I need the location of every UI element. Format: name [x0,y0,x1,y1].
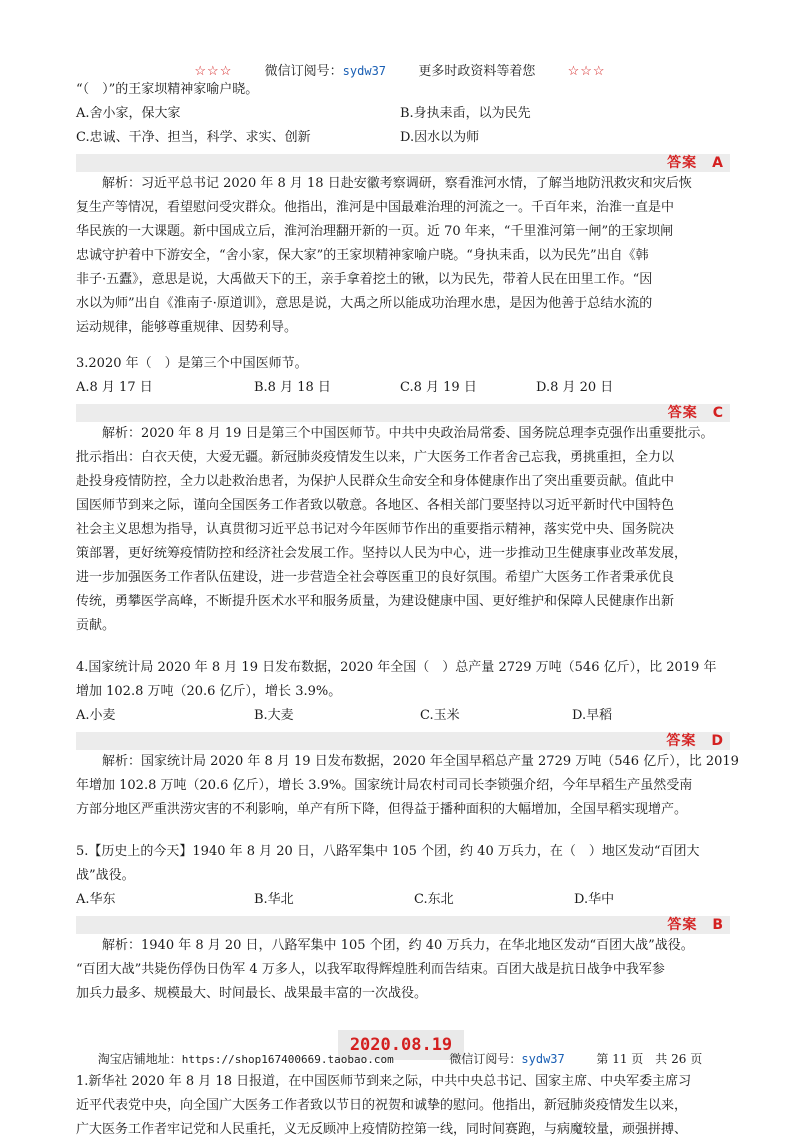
q5-option-a: A.华东 [76,892,116,907]
q3-option-b: B.8 月 18 日 [254,380,331,395]
q5-option-c: C.东北 [414,892,454,907]
q2-exp-line: 水以为师”出自《淮南子·原道训》，意思是说，大禹之所以能成功治理水患，是因为他善于总结水流的 [76,296,653,311]
q3-exp-line: 赴投身疫情防控，全力以赴救治患者，为保护人民群众生命安全和身体健康作出了突出重要贡献。值此中 [76,474,675,489]
q2-exp-line: 忠诚守护着中下游安全，“舍小家，保大家”的王家坝精神家喻户晓。“身执耒臿，以为民先”出自《韩 [76,248,649,263]
q4-stem-cont: 增加 102.8 万吨（20.6 亿斤），增长 3.9%。 [76,684,342,699]
page-header [0,60,800,79]
header-tagline: 更多时政资料等着您 [418,64,536,79]
header-stars-right: ☆☆☆ [567,64,606,79]
q3-answer: 答案 C [667,405,724,421]
q3-exp-line: 批示指出：白衣天使，大爱无疆。新冠肺炎疫情发生以来，广大医务工作者舍己忘我，勇挑重担，全力以 [76,450,675,465]
next-q1-line: 广大医务工作者牢记党和人民重托，义无反顾冲上疫情防控第一线，同时间赛跑，与病魔较量，顽强拼搏、 [76,1122,688,1137]
q4-exp-line: 解析：国家统计局 2020 年 8 月 19 日发布数据，2020 年全国早稻总产量 2729 万吨（546 亿斤），比 2019 [102,754,739,769]
header-account: sydw37 [342,64,387,78]
q4-option-a: A.小麦 [76,708,116,723]
q3-exp-line: 国医师节到来之际，谨向全国医务工作者致以敬意。各地区、各相关部门要坚持以习近平新时代中国特色 [76,498,675,513]
q4-option-b: B.大麦 [254,708,294,723]
q3-explanation [76,422,726,638]
q4-stem: 4.国家统计局 2020 年 8 月 19 日发布数据，2020 年全国（ ）总产量 2729 万吨（546 亿斤），比 2019 年 [76,660,717,675]
header-stars-left: ☆☆☆ [194,64,233,79]
q5-stem-cont: 战”战役。 [76,868,135,883]
q5-answer-bar [76,916,730,934]
q5-option-d: D.华中 [574,892,615,907]
q4-exp-line: 年增加 102.8 万吨（20.6 亿斤），增长 3.9%。国家统计局农村司司长李锁强介绍，今年早稻生产虽然受南 [76,778,693,793]
q3-option-d: D.8 月 20 日 [536,380,614,395]
q4-options [76,704,726,728]
q5-stem: 5.【历史上的今天】1940 年 8 月 20 日，八路军集中 105 个团，约 40 万兵力，在（ ）地区发动“百团大 [76,844,700,859]
q2-option-c: C.忠诚、干净、担当，科学、求实、创新 [76,130,311,145]
next-q1-line: 1.新华社 2020 年 8 月 18 日报道，在中国医师节到来之际，中共中央总书记、国家主席、中央军委主席习 [76,1074,692,1089]
q2-answer: 答案 A [667,155,724,171]
date-heading: 2020.08.19 [338,1030,464,1060]
q3-exp-line: 传统，勇攀医学高峰，不断提升医术水平和服务质量，为建设健康中国、更好维护和保障人民健康作出新 [76,594,675,609]
q3-exp-line: 贡献。 [76,618,116,633]
q2-explanation [76,172,726,340]
q2-options-row2 [76,126,726,150]
q4-answer: 答案 D [666,733,724,749]
q3-exp-line: 解析：2020 年 8 月 19 日是第三个中国医师节。中共中央政治局常委、国务院总理李克强作出重要批示。 [102,426,714,441]
header-account-label: 微信订阅号： [264,64,343,79]
q5-option-b: B.华北 [254,892,294,907]
q3-options [76,376,726,400]
q2-option-b: B.身执耒臿，以为民先 [400,106,531,121]
q3-exp-line: 策部署，更好统筹疫情防控和经济社会发展工作。坚持以人民为中心，进一步推动卫生健康事业改革发展， [76,546,688,561]
q2-stem-tail: “（ ）”的王家坝精神家喻户晓。 [76,82,259,97]
q5-options [76,888,726,912]
q5-exp-line: 加兵力最多、规模最大、时间最长、战果最丰富的一次战役。 [76,986,428,1001]
q4-option-d: D.早稻 [572,708,613,723]
next-question-1 [76,1070,726,1142]
q3-exp-line: 进一步加强医务工作者队伍建设，进一步营造全社会尊医重卫的良好氛围。希望广大医务工作者秉承优良 [76,570,675,585]
q4-option-c: C.玉米 [420,708,460,723]
q2-exp-line: 非子·五蠹》，意思是说，大禹做天下的王，亲手拿着挖土的锹，以为民先，带着人民在田里工作。“因 [76,272,653,287]
q2-options [76,102,726,126]
q5-exp-line: “百团大战”共毙伤俘伪日伪军 4 万多人，以我军取得辉煌胜利而告结束。百团大战是抗日战争中我军参 [76,962,665,977]
q5-explanation [76,934,726,1006]
q2-answer-bar [76,154,730,172]
q4-explanation [76,750,739,822]
q2-exp-line: 解析：习近平总书记 2020 年 8 月 18 日赴安徽考察调研，察看淮河水情，了解当地防汛救灾和灾后恢 [102,176,692,191]
q3-stem: 3.2020 年（ ）是第三个中国医师节。 [76,356,308,371]
q3-option-a: A.8 月 17 日 [76,380,153,395]
question-3 [76,352,726,638]
footer-account-label: 微信订阅号： [449,1052,522,1066]
q4-exp-line: 方部分地区严重洪涝灾害的不利影响，单产有所下降，但得益于播种面积的大幅增加，全国早稻实现增产。 [76,802,688,817]
q5-exp-line: 解析：1940 年 8 月 20 日，八路军集中 105 个团，约 40 万兵力，在华北地区发动“百团大战”战役。 [102,938,694,953]
q2-exp-line: 运动规律，能够尊重规律、因势利导。 [76,320,298,335]
q4-answer-bar [76,732,730,750]
q3-answer-bar [76,404,730,422]
q2-exp-line: 复生产等情况，看望慰问受灾群众。他指出，淮河是中国最难治理的河流之一。千百年来，治淮一直是中 [76,200,675,215]
document-body [76,78,739,1142]
footer-page-number: 第 11 页 共 26 页 [596,1052,703,1066]
footer-account: sydw37 [521,1052,565,1066]
footer-shop-label: 淘宝店铺地址： [97,1052,182,1066]
next-q1-line: 近平代表党中央，向全国广大医务工作者致以节日的祝贺和诚挚的慰问。他指出，新冠肺炎疫情发生以来， [76,1098,688,1113]
page-footer [0,1050,800,1067]
q2-exp-line: 华民族的一大课题。新中国成立后，淮河治理翻开新的一页。近 70 年来，“千里淮河第一闸”的王家坝闸 [76,224,674,239]
question-5 [76,840,726,1006]
q3-exp-line: 社会主义思想为指导，认真贯彻习近平总书记对今年医师节作出的重要指示精神，落实党中央、国务院决 [76,522,675,537]
q5-answer: 答案 B [667,917,724,933]
q2-option-d: D.因水以为师 [400,130,480,145]
question-4 [76,656,739,822]
q3-option-c: C.8 月 19 日 [400,380,477,395]
q2-option-a: A.舍小家，保大家 [76,106,181,121]
footer-shop-url[interactable]: https://shop167400669.taobao.com [181,1053,394,1066]
